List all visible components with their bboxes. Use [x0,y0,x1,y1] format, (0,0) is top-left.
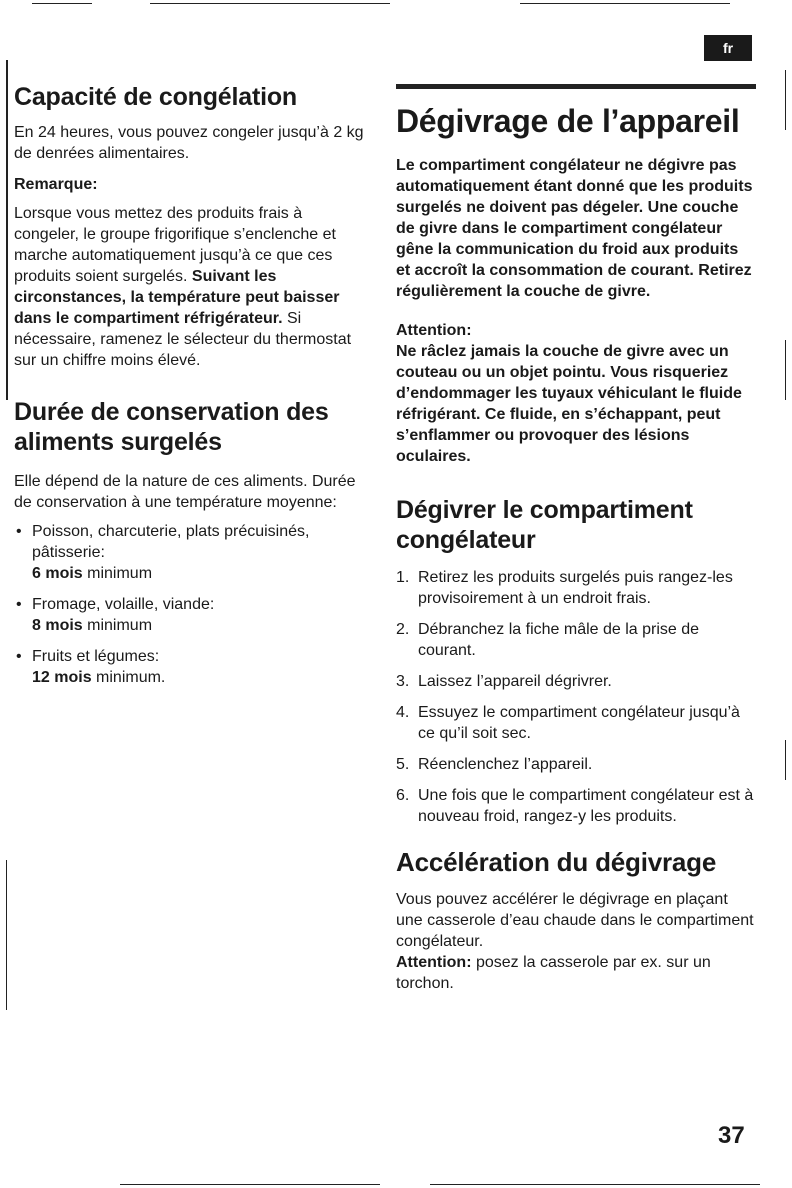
item-label: Fruits et légumes: [32,648,160,665]
right-margin-mark-2 [785,340,786,400]
note-paragraph [14,203,366,371]
step-item [396,567,756,609]
right-column [396,84,756,994]
item-suffix: minimum. [91,669,166,686]
margin-bar [6,60,8,400]
title-rule [396,84,756,89]
language-badge: fr [704,35,752,61]
section-title: Accélération du dégivrage [396,847,717,877]
defrost-intro: Le compartiment congélateur ne dégivre pas automatiquement étant donné que les produits surgelés ne doivent pas dégeler. Une couche de givre dans le compartiment congélateur gêne la communication du froid aux produits et accroît la consommation de courant. Retirez régulièrement la couche de givre. [396,157,753,300]
freezing-capacity-intro: En 24 heures, vous pouvez congeler jusqu’à 2 kg de denrées alimentaires. [14,124,364,162]
step-text: Une fois que le compartiment congélateur est à nouveau froid, rangez-y les produits. [418,787,754,825]
defrost-steps [396,567,756,827]
item-label: Fromage, volaille, viande: [32,596,215,613]
step-text: Réenclenchez l’appareil. [418,756,593,773]
item-months: 12 mois [32,669,92,686]
item-suffix: minimum [82,617,153,634]
storage-duration-intro: Elle dépend de la nature de ces aliments. Durée de conservation à une température moyenne: [14,473,356,511]
step-text: Essuyez le compartiment congélateur jusqu’à ce qu’il soit sec. [418,704,740,742]
step-number: 2. [396,621,410,638]
bottom-rule-right [430,1184,760,1185]
note-bold-text: Suivant les circonstances, la température peut baisser dans le compartiment réfrigérateur. [14,268,340,327]
left-column [14,82,366,698]
note-text: Lorsque vous mettez des produits frais à congeler, le groupe frigorifique s’enclenche et marche automatiquement jusqu’à ce que ces produits soient surgelés. [14,205,336,285]
item-suffix: minimum [82,565,153,582]
item-label: Poisson, charcuterie, plats précuisinés, pâtisserie: [32,523,310,561]
attention-label: Attention: [396,322,472,339]
item-months: 6 mois [32,565,83,582]
defrost-acceleration-section [396,847,756,994]
list-item [14,594,366,636]
page-number: 37 [718,1122,745,1149]
step-number: 5. [396,756,410,773]
acceleration-text: Vous pouvez accélérer le dégivrage en plaçant une casserole d’eau chaude dans le compartiment congélateur. [396,891,754,950]
step-item [396,754,756,775]
page-title: Dégivrage de l’appareil [396,103,740,139]
bottom-rule-left [120,1184,380,1185]
step-number: 6. [396,787,410,804]
section-title: Durée de conservation des aliments surgelés [14,398,329,456]
defrost-freezer-section [396,495,756,827]
top-rule-left [32,3,92,4]
storage-duration-list [14,521,366,688]
attention-text: posez la casserole par ex. sur un torchon. [396,954,711,992]
list-item [14,646,366,688]
item-months: 8 mois [32,617,83,634]
attention-text: Ne râclez jamais la couche de givre avec un couteau ou un objet pointu. Vous risqueriez d’endommager les tuyaux véhiculant le fluide réfrigérant. Ce fluide, en s’échappant, peut s’enflammer ou provoquer des lésions oculaires. [396,343,742,465]
note-label: Remarque: [14,176,98,193]
step-item [396,619,756,661]
step-text: Débranchez la fiche mâle de la prise de courant. [418,621,700,659]
right-margin-mark-3 [785,740,786,780]
step-text: Retirez les produits surgelés puis rangez-les provisoirement à un endroit frais. [418,569,733,607]
step-number: 4. [396,704,410,721]
freezing-capacity-section [14,82,366,371]
margin-bar-lower [6,860,7,1010]
note-text-end: Si nécessaire, ramenez le sélecteur du thermostat sur un chiffre moins élevé. [14,310,352,369]
top-rule-right [520,3,730,4]
list-item [14,521,366,584]
step-number: 1. [396,569,410,586]
right-margin-mark [785,70,786,130]
step-item [396,671,756,692]
step-number: 3. [396,673,410,690]
attention-label: Attention: [396,954,472,971]
step-text: Laissez l’appareil dégrivrer. [418,673,612,690]
top-rule-center [150,3,390,4]
step-item [396,785,756,827]
step-item [396,702,756,744]
section-title: Capacité de congélation [14,83,297,111]
acceleration-attention [396,952,756,994]
storage-duration-section [14,397,366,688]
section-title: Dégivrer le compartiment congélateur [396,496,693,554]
